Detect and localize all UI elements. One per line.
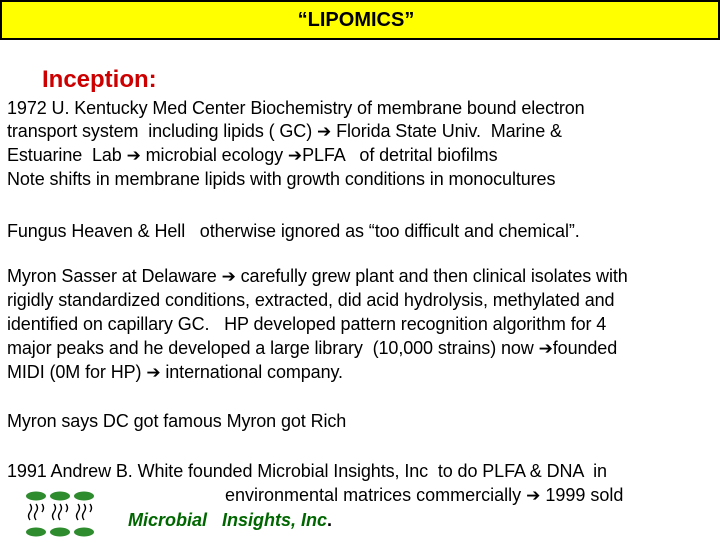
logo-cell xyxy=(74,528,94,537)
logo-cell xyxy=(26,528,46,537)
arrow-icon: ➔ xyxy=(526,486,541,505)
company-name: Microbial Insights, Inc. xyxy=(128,510,333,530)
myron-line-2: rigidly standardized conditions, extracted, did acid hydrolysis, methylated and xyxy=(7,290,615,310)
logo-cell xyxy=(74,492,94,501)
arrow-icon: ➔ xyxy=(221,267,236,286)
inception-line-2: transport system including lipids ( GC) ➔ Florida State Univ. Marine & xyxy=(7,121,562,141)
arrow-icon: ➔ xyxy=(146,363,161,382)
myron-line-3: identified on capillary GC. HP developed pattern recognition algorithm for 4 xyxy=(7,314,607,334)
myron-line-1: Myron Sasser at Delaware ➔ carefully grew plant and then clinical isolates with xyxy=(7,266,628,286)
inception-line-1: 1972 U. Kentucky Med Center Biochemistry of membrane bound electron xyxy=(7,98,585,118)
arrow-icon: ➔ xyxy=(126,146,141,165)
inception-heading: Inception: xyxy=(42,66,157,93)
arrow-icon: ➔ xyxy=(538,339,553,358)
inception-line-3: Estuarine Lab ➔ microbial ecology ➔PLFA of detrital biofilms xyxy=(7,145,498,165)
arrow-icon: ➔ xyxy=(287,146,303,165)
white-line-2: environmental matrices commercially ➔ 1999 sold xyxy=(225,485,624,505)
logo-cell xyxy=(50,528,70,537)
title-bar xyxy=(0,0,720,40)
myron-line-5: MIDI (0M for HP) ➔ international company. xyxy=(7,362,343,382)
fungus-line: Fungus Heaven & Hell otherwise ignored as “too difficult and chemical”. xyxy=(7,221,580,241)
inception-line-4: Note shifts in membrane lipids with growth conditions in monocultures xyxy=(7,169,556,189)
logo-cell xyxy=(50,492,70,501)
microbial-insights-logo xyxy=(24,488,120,538)
white-line-1: 1991 Andrew B. White founded Microbial Insights, Inc to do PLFA & DNA in xyxy=(7,461,607,481)
page-title: “LIPOMICS” xyxy=(297,8,415,31)
myron-line-4: major peaks and he developed a large library (10,000 strains) now ➔founded xyxy=(7,338,618,358)
myron-quote: Myron says DC got famous Myron got Rich xyxy=(7,411,347,431)
arrow-icon: ➔ xyxy=(317,122,332,141)
logo-cell xyxy=(26,492,46,501)
